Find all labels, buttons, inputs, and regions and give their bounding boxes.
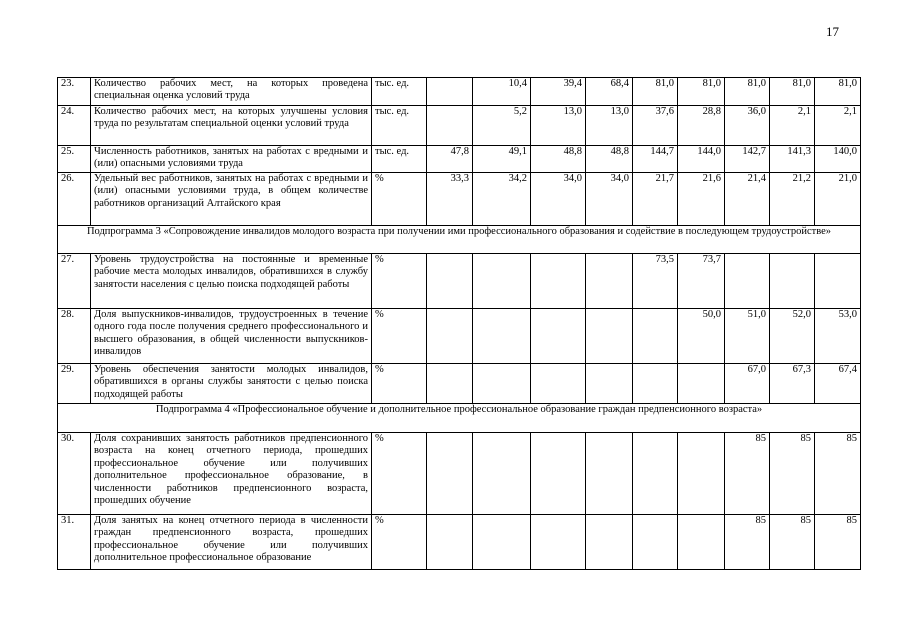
value-cell: 2,1	[815, 106, 861, 146]
value-cell	[473, 254, 531, 309]
value-cell: 36,0	[725, 106, 770, 146]
indicator-name: Уровень трудоустройства на постоянные и временные рабочие места молодых инвалидов, обратившихся в службу занятости населения с целью поиска подходящей работы	[91, 254, 372, 309]
indicator-name: Удельный вес работников, занятых на работах с вредными и (или) опасными условиями труда, в общем количестве работников организаций Алтайского края	[91, 173, 372, 226]
value-cell: 50,0	[678, 309, 725, 364]
subprogram-header-row	[58, 226, 861, 254]
value-cell	[473, 309, 531, 364]
row-number: 27.	[58, 254, 91, 309]
value-cell: 141,3	[770, 146, 815, 173]
value-cell: 13,0	[531, 106, 586, 146]
table-row	[58, 309, 861, 364]
value-cell: 47,8	[427, 146, 473, 173]
row-number: 26.	[58, 173, 91, 226]
subprogram-header-row	[58, 404, 861, 433]
value-cell	[427, 433, 473, 515]
value-cell: 85	[815, 515, 861, 570]
table-row	[58, 364, 861, 404]
value-cell: 85	[815, 433, 861, 515]
value-cell	[531, 309, 586, 364]
value-cell: 67,4	[815, 364, 861, 404]
value-cell: 39,4	[531, 78, 586, 106]
value-cell: 67,0	[725, 364, 770, 404]
indicator-name: Количество рабочих мест, на которых проведена специальная оценка условий труда	[91, 78, 372, 106]
unit-of-measure: %	[372, 309, 427, 364]
value-cell	[725, 254, 770, 309]
value-cell	[531, 515, 586, 570]
value-cell	[586, 254, 633, 309]
value-cell: 28,8	[678, 106, 725, 146]
value-cell: 81,0	[678, 78, 725, 106]
row-number: 25.	[58, 146, 91, 173]
indicators-table	[57, 77, 861, 570]
value-cell: 13,0	[586, 106, 633, 146]
value-cell: 144,7	[633, 146, 678, 173]
value-cell	[427, 106, 473, 146]
value-cell: 33,3	[427, 173, 473, 226]
value-cell: 48,8	[586, 146, 633, 173]
value-cell	[531, 433, 586, 515]
value-cell: 21,4	[725, 173, 770, 226]
table-row	[58, 146, 861, 173]
row-number: 29.	[58, 364, 91, 404]
value-cell	[473, 433, 531, 515]
unit-of-measure: тыс. ед.	[372, 146, 427, 173]
value-cell	[586, 364, 633, 404]
row-number: 24.	[58, 106, 91, 146]
value-cell	[586, 309, 633, 364]
value-cell: 73,7	[678, 254, 725, 309]
value-cell: 81,0	[815, 78, 861, 106]
value-cell	[678, 433, 725, 515]
value-cell: 49,1	[473, 146, 531, 173]
value-cell: 21,2	[770, 173, 815, 226]
value-cell	[427, 309, 473, 364]
value-cell	[633, 309, 678, 364]
unit-of-measure: %	[372, 515, 427, 570]
subprogram-title: Подпрограмма 3 «Сопровождение инвалидов молодого возраста при получении ими профессионального образования и содействие в последующем трудоустройстве»	[58, 226, 861, 254]
table-row	[58, 173, 861, 226]
value-cell: 142,7	[725, 146, 770, 173]
value-cell	[678, 515, 725, 570]
value-cell: 85	[770, 433, 815, 515]
value-cell	[473, 515, 531, 570]
value-cell	[427, 78, 473, 106]
value-cell: 21,7	[633, 173, 678, 226]
value-cell	[770, 254, 815, 309]
value-cell: 81,0	[725, 78, 770, 106]
row-number: 23.	[58, 78, 91, 106]
table-row	[58, 78, 861, 106]
row-number: 28.	[58, 309, 91, 364]
value-cell: 21,6	[678, 173, 725, 226]
value-cell	[531, 254, 586, 309]
value-cell	[427, 364, 473, 404]
table-row	[58, 515, 861, 570]
table-row	[58, 433, 861, 515]
value-cell: 51,0	[725, 309, 770, 364]
value-cell	[633, 433, 678, 515]
unit-of-measure: %	[372, 433, 427, 515]
value-cell	[633, 515, 678, 570]
value-cell: 53,0	[815, 309, 861, 364]
value-cell: 85	[725, 515, 770, 570]
value-cell: 21,0	[815, 173, 861, 226]
table-row	[58, 106, 861, 146]
value-cell: 81,0	[770, 78, 815, 106]
value-cell	[427, 515, 473, 570]
unit-of-measure: тыс. ед.	[372, 106, 427, 146]
value-cell	[586, 515, 633, 570]
value-cell: 5,2	[473, 106, 531, 146]
value-cell	[473, 364, 531, 404]
table-row	[58, 254, 861, 309]
value-cell	[531, 364, 586, 404]
value-cell: 52,0	[770, 309, 815, 364]
value-cell: 2,1	[770, 106, 815, 146]
value-cell: 37,6	[633, 106, 678, 146]
value-cell: 144,0	[678, 146, 725, 173]
value-cell: 140,0	[815, 146, 861, 173]
value-cell: 85	[725, 433, 770, 515]
value-cell: 73,5	[633, 254, 678, 309]
row-number: 30.	[58, 433, 91, 515]
value-cell: 34,0	[531, 173, 586, 226]
value-cell: 67,3	[770, 364, 815, 404]
page-number: 17	[826, 24, 839, 39]
unit-of-measure: %	[372, 364, 427, 404]
value-cell: 34,0	[586, 173, 633, 226]
value-cell: 48,8	[531, 146, 586, 173]
unit-of-measure: %	[372, 254, 427, 309]
indicator-name: Доля сохранивших занятость работников предпенсионного возраста на конец отчетного периода, прошедших профессиональное обучение или получивших дополнительное профессиональное образование, в численности работников предпенсионного возраста, прошедших обучение	[91, 433, 372, 515]
indicator-name: Численность работников, занятых на работах с вредными и (или) опасными условиями труда	[91, 146, 372, 173]
value-cell: 68,4	[586, 78, 633, 106]
unit-of-measure: тыс. ед.	[372, 78, 427, 106]
value-cell	[678, 364, 725, 404]
subprogram-title: Подпрограмма 4 «Профессиональное обучение и дополнительное профессиональное образование граждан предпенсионного возраста»	[58, 404, 861, 433]
unit-of-measure: %	[372, 173, 427, 226]
value-cell	[815, 254, 861, 309]
row-number: 31.	[58, 515, 91, 570]
value-cell	[633, 364, 678, 404]
value-cell: 85	[770, 515, 815, 570]
indicator-name: Доля выпускников-инвалидов, трудоустроенных в течение одного года после получения среднего профессионального и высшего образования, в общей численности выпускников-инвалидов	[91, 309, 372, 364]
indicator-name: Доля занятых на конец отчетного периода в численности граждан предпенсионного возраста, прошедших профессиональное обучение или получивших дополнительное профессиональное образование	[91, 515, 372, 570]
indicator-name: Уровень обеспечения занятости молодых инвалидов, обратившихся в органы службы занятости с целью поиска подходящей работы	[91, 364, 372, 404]
value-cell: 34,2	[473, 173, 531, 226]
indicator-name: Количество рабочих мест, на которых улучшены условия труда по результатам специальной оценки условий труда	[91, 106, 372, 146]
value-cell: 81,0	[633, 78, 678, 106]
value-cell: 10,4	[473, 78, 531, 106]
value-cell	[586, 433, 633, 515]
value-cell	[427, 254, 473, 309]
